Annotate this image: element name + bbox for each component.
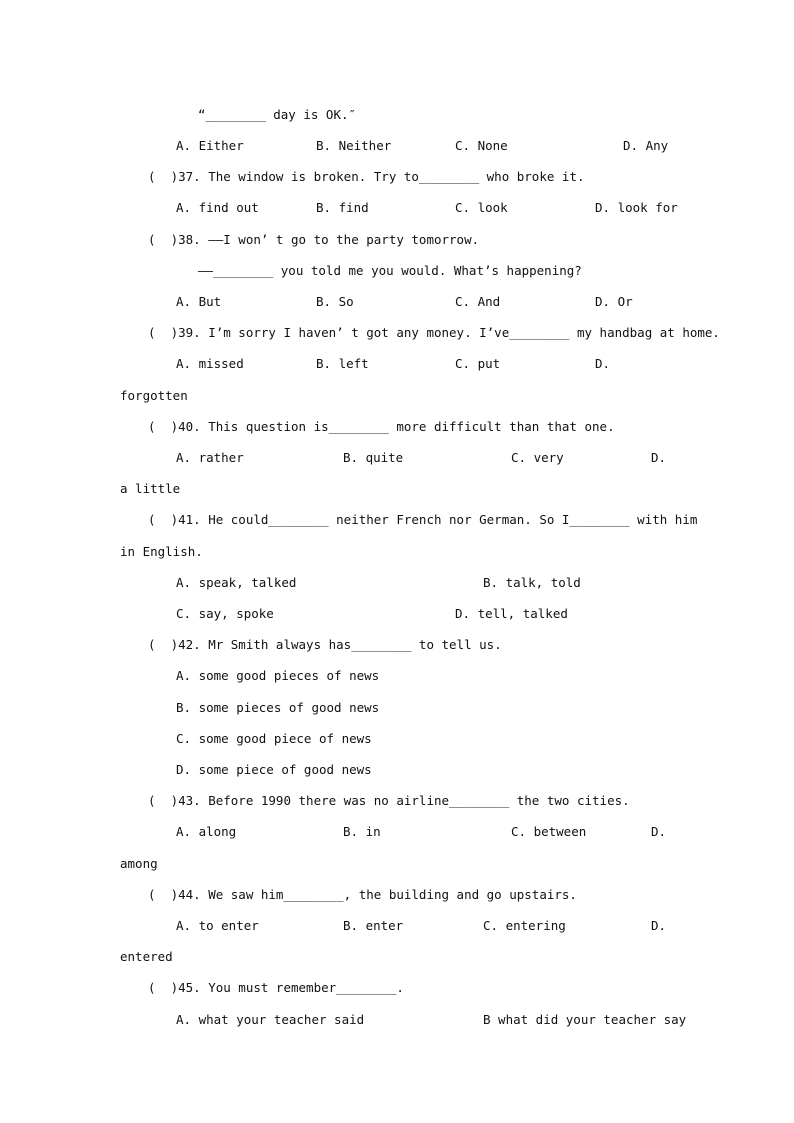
q39-option-d: D. [595, 356, 611, 371]
q39-option-a: A. missed [176, 356, 244, 371]
q36-option-c: C. None [455, 138, 508, 153]
q41-option-c: C. say, spoke [176, 606, 274, 621]
q39-option-d-wrap: forgotten [120, 388, 188, 403]
q43-option-d-wrap: among [120, 856, 158, 871]
q40-option-c: C. very [511, 450, 564, 465]
q39-option-b: B. left [316, 356, 369, 371]
q43-option-b: B. in [343, 824, 381, 839]
q38-option-b: B. So [316, 294, 354, 309]
question-45-stem: ( )45. You must remember________. [148, 980, 404, 995]
q45-option-b: B what did your teacher say [483, 1012, 687, 1027]
q42-option-a: A. some good pieces of news [176, 668, 380, 683]
q42-option-b: B. some pieces of good news [176, 700, 380, 715]
q42-option-c: C. some good piece of news [176, 731, 372, 746]
q42-option-d: D. some piece of good news [176, 762, 372, 777]
q44-option-c: C. entering [483, 918, 566, 933]
question-37-stem: ( )37. The window is broken. Try to________ who broke it. [148, 169, 585, 184]
q41-option-b: B. talk, told [483, 575, 581, 590]
q44-option-b: B. enter [343, 918, 404, 933]
q43-option-a: A. along [176, 824, 237, 839]
q38-option-d: D. Or [595, 294, 633, 309]
q37-option-c: C. look [455, 200, 508, 215]
q44-option-d-wrap: entered [120, 949, 173, 964]
q43-option-d: D. [651, 824, 667, 839]
q40-option-d-wrap: a little [120, 481, 181, 496]
q39-option-c: C. put [455, 356, 501, 371]
q37-option-b: B. find [316, 200, 369, 215]
q40-option-d: D. [651, 450, 667, 465]
question-39-stem: ( )39. I’m sorry I haven’ t got any money. I’ve________ my handbag at home. [148, 325, 720, 340]
question-44-stem: ( )44. We saw him________, the building and go upstairs. [148, 887, 577, 902]
q40-option-a: A. rather [176, 450, 244, 465]
question-42-stem: ( )42. Mr Smith always has________ to tell us. [148, 637, 502, 652]
q38-option-c: C. And [455, 294, 501, 309]
q41-option-a: A. speak, talked [176, 575, 297, 590]
q36-option-d: D. Any [623, 138, 669, 153]
q43-option-c: C. between [511, 824, 587, 839]
question-41-stem: ( )41. He could________ neither French nor German. So I________ with him [148, 512, 698, 527]
q41-option-d: D. tell, talked [455, 606, 568, 621]
q44-option-a: A. to enter [176, 918, 259, 933]
q37-option-d: D. look for [595, 200, 678, 215]
question-41-stem-wrap: in English. [120, 544, 203, 559]
question-38-stem: ( )38. ——I won’ t go to the party tomorrow. [148, 232, 480, 247]
q40-option-b: B. quite [343, 450, 404, 465]
q36-option-a: A. Either [176, 138, 244, 153]
q38-option-a: A. But [176, 294, 222, 309]
question-40-stem: ( )40. This question is________ more difficult than that one. [148, 419, 615, 434]
q45-option-a: A. what your teacher said [176, 1012, 365, 1027]
q37-option-a: A. find out [176, 200, 259, 215]
question-43-stem: ( )43. Before 1990 there was no airline________ the two cities. [148, 793, 630, 808]
question-36-stem: “________ day is OK.″ [198, 107, 357, 122]
q36-option-b: B. Neither [316, 138, 392, 153]
question-38-reply: ——________ you told me you would. What’s happening? [198, 263, 582, 278]
q44-option-d: D. [651, 918, 667, 933]
